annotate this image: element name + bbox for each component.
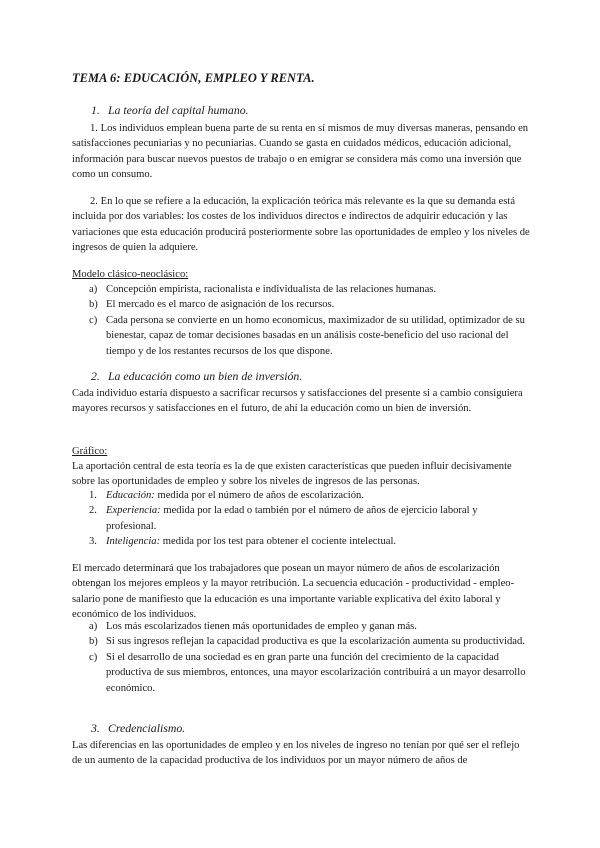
- list-marker: a): [89, 284, 98, 295]
- section-2-paragraph: Cada individuo estaría dispuesto a sacrificar recursos y satisfacciones del presente si a cambio consiguiera mayores recursos y satisfacciones en el futuro, de ahí la educación como un bien de inversión.: [72, 388, 523, 415]
- section-1-heading: [72, 103, 549, 118]
- list-item-text: medida por el número de años de escolarización.: [154, 490, 364, 501]
- list-item: [72, 650, 530, 696]
- list-item-text: El mercado es el marco de asignación de los recursos.: [106, 299, 335, 311]
- list-item: [72, 503, 530, 534]
- list-marker: b): [89, 299, 98, 311]
- document-title: TEMA 6: EDUCACIÓN, EMPLEO Y RENTA.: [72, 71, 315, 85]
- section-2-number: 2.: [91, 369, 100, 383]
- model-heading: Modelo clásico-neoclásico:: [72, 269, 189, 280]
- list-marker: 1.: [89, 490, 97, 501]
- section-2-title: La educación como un bien de inversión.: [108, 369, 303, 383]
- market-paragraph: El mercado determinará que los trabajadores que posean un mayor número de años de escolarización obtengan los mejores empleos y la mayor retribución. La secuencia educación - productividad - empleo-salario pone de manifiesto que la educación es una importante variable explicativa del éxito laboral y económico de los individuos.: [72, 563, 515, 621]
- section-1-paragraph-2: 2. En lo que se refiere a la educación, la explicación teórica más relevante es la que su demanda está incluida por dos variables: los costes de los individuos directos e indirectos de adquirir educación y las variaciones que esta educación producirá posteriormente sobre las oportunidades de empleo y los niveles de ingresos de quien la adquiere.: [72, 196, 530, 254]
- section-1-number: 1.: [91, 103, 100, 117]
- list-marker: c): [89, 651, 98, 663]
- list-item-text: Los más escolarizados tienen más oportunidades de empleo y ganan más.: [106, 621, 417, 632]
- section-3-title: Credencialismo.: [108, 721, 186, 735]
- list-item-text: Si el desarrollo de una sociedad es en gran parte una función del crecimiento de la capacidad productiva de sus miembros, entonces, una mayor escolarización contribuirá a un mayor desarrollo económico.: [106, 651, 526, 694]
- list-item: [72, 282, 530, 297]
- section-1-title: La teoría del capital humano.: [108, 103, 249, 117]
- graph-heading: Gráfico:: [72, 446, 108, 457]
- section-3-paragraph: Las diferencias en las oportunidades de empleo y en los niveles de ingreso no tenían por qué ser el reflejo de un aumento de la capacidad productiva de los individuos por un mayor número de años de: [72, 740, 520, 767]
- list-item: [72, 313, 530, 359]
- list-marker: a): [89, 621, 98, 632]
- list-item-text: Concepción empirista, racionalista e individualista de las relaciones humanas.: [106, 284, 437, 295]
- model-list: [72, 282, 530, 359]
- list-term: Experiencia:: [106, 505, 161, 517]
- list-marker: 3.: [89, 536, 97, 548]
- list-term: Inteligencia:: [106, 536, 161, 548]
- list-item: [72, 297, 530, 312]
- list-item: [72, 619, 530, 634]
- list-item-text: medida por los test para obtener el cociente intelectual.: [160, 536, 397, 548]
- list-item: [72, 634, 530, 649]
- section-1-paragraph-1: 1. Los individuos emplean buena parte de su renta en sí mismos de muy diversas maneras, pensando en satisfacciones pecuniarias y no pecuniarias. Cuando se gasta en cuidados médicos, educación adicional, información para buscar nuevos puestos de trabajo o en emigrar se considera más como una inversión que como un consumo.: [72, 123, 529, 181]
- list-item: [72, 488, 530, 503]
- list-marker: 2.: [89, 505, 97, 517]
- market-list: [72, 619, 530, 696]
- graph-paragraph: La aportación central de esta teoría es la de que existen características que pueden influir decisivamente sobre las oportunidades de empleo y sobre los niveles de ingresos de las personas.: [72, 461, 512, 488]
- section-3-heading: [72, 721, 549, 736]
- list-item-text: medida por la edad o también por el número de años de ejercicio laboral y profesional.: [106, 505, 478, 532]
- list-marker: b): [89, 636, 98, 648]
- list-item-text: Cada persona se convierte en un homo economicus, maximizador de su utilidad, optimizador de su bienestar, capaz de tomar decisiones basadas en un análisis coste-beneficio del uso racional del tiempo y de los restantes recursos de los que dispone.: [106, 314, 525, 357]
- graph-list: [72, 488, 530, 550]
- list-item-text: Si sus ingresos reflejan la capacidad productiva es que la escolarización aumenta su productividad.: [106, 636, 525, 648]
- section-3-number: 3.: [91, 721, 100, 735]
- section-2-heading: [72, 369, 549, 384]
- list-item: [72, 534, 530, 549]
- list-marker: c): [89, 314, 98, 326]
- list-term: Educación:: [106, 490, 155, 501]
